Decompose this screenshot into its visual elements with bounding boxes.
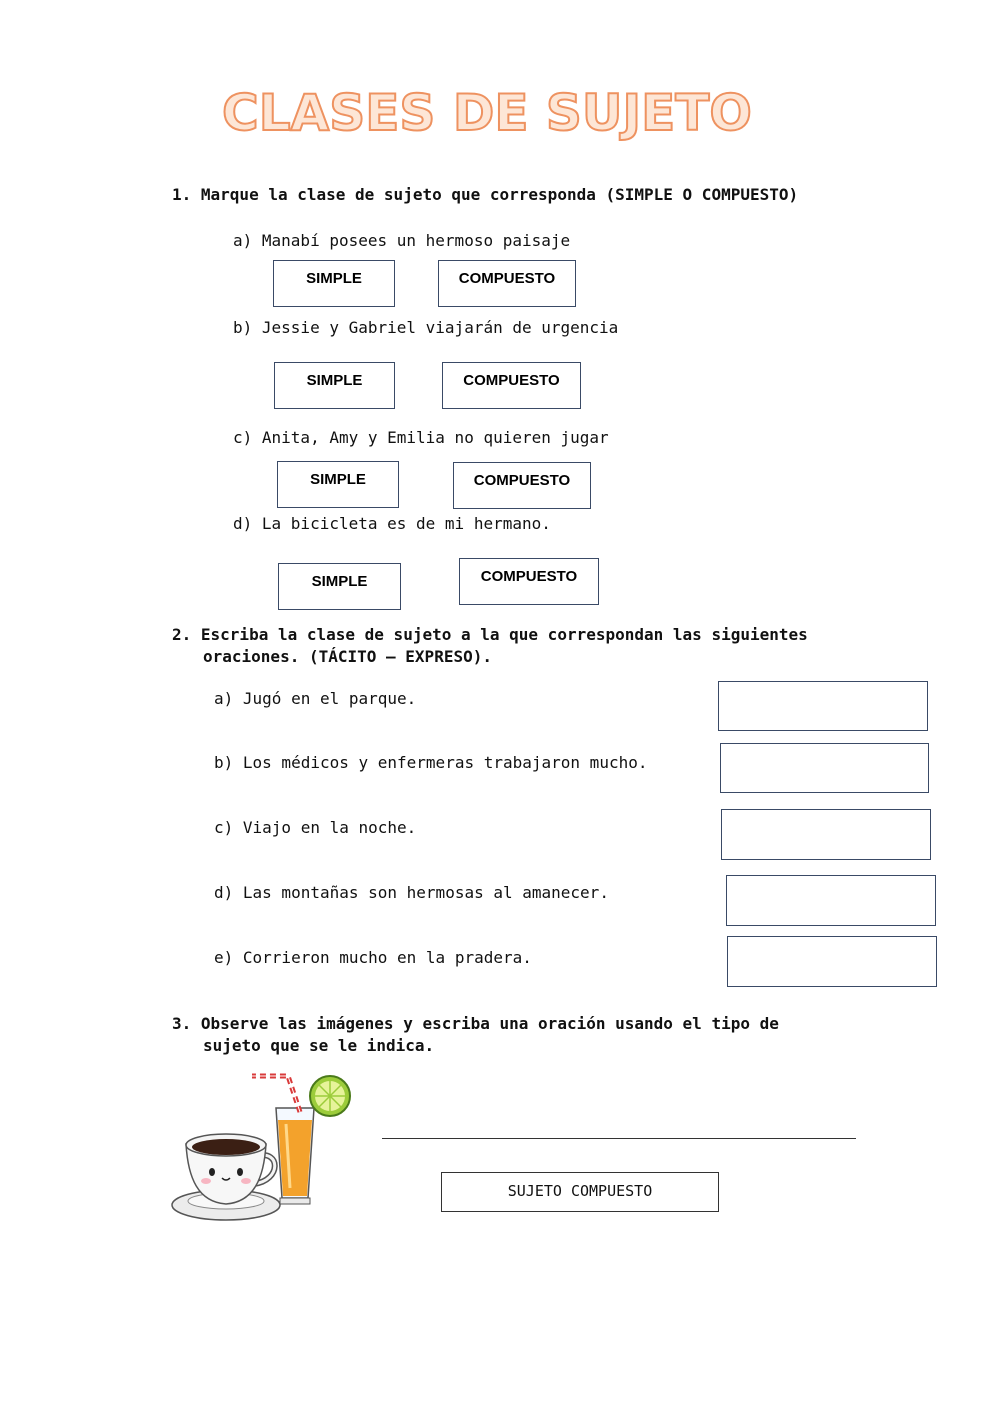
page-title: CLASES DE SUJETO [222, 84, 752, 142]
sentence-2e: e) Corrieron mucho en la pradera. [214, 948, 532, 967]
option-1a-simple[interactable]: SIMPLE [273, 260, 395, 307]
option-1a-compuesto[interactable]: COMPUESTO [438, 260, 576, 307]
sentence-2b: b) Los médicos y enfermeras trabajaron mucho. [214, 753, 648, 772]
answer-input-2d[interactable] [726, 875, 936, 926]
option-1b-compuesto[interactable]: COMPUESTO [442, 362, 581, 409]
subject-type-label: SUJETO COMPUESTO [441, 1172, 719, 1212]
coffee-and-juice-illustration [168, 1068, 358, 1228]
answer-writing-line[interactable] [382, 1138, 856, 1139]
question-2-line2: oraciones. (TÁCITO – EXPRESO). [203, 647, 492, 666]
answer-input-2b[interactable] [720, 743, 929, 793]
sentence-1b: b) Jessie y Gabriel viajarán de urgencia [233, 318, 619, 337]
answer-input-2c[interactable] [721, 809, 931, 860]
sentence-1c: c) Anita, Amy y Emilia no quieren jugar [233, 428, 609, 447]
option-1c-compuesto[interactable]: COMPUESTO [453, 462, 591, 509]
sentence-1d: d) La bicicleta es de mi hermano. [233, 514, 551, 533]
question-3-line1: 3. Observe las imágenes y escriba una oración usando el tipo de [172, 1014, 779, 1033]
question-3-line2: sujeto que se le indica. [203, 1036, 435, 1055]
question-1: 1. Marque la clase de sujeto que corresponda (SIMPLE O COMPUESTO) [172, 185, 799, 204]
sentence-2c: c) Viajo en la noche. [214, 818, 417, 837]
option-1c-simple[interactable]: SIMPLE [277, 461, 399, 508]
answer-input-2a[interactable] [718, 681, 928, 731]
sentence-1a: a) Manabí posees un hermoso paisaje [233, 231, 571, 250]
question-2-line1: 2. Escriba la clase de sujeto a la que correspondan las siguientes [172, 625, 808, 644]
sentence-2d: d) Las montañas son hermosas al amanecer. [214, 883, 609, 902]
option-1d-compuesto[interactable]: COMPUESTO [459, 558, 599, 605]
answer-input-2e[interactable] [727, 936, 937, 987]
option-1d-simple[interactable]: SIMPLE [278, 563, 401, 610]
sentence-2a: a) Jugó en el parque. [214, 689, 417, 708]
option-1b-simple[interactable]: SIMPLE [274, 362, 395, 409]
